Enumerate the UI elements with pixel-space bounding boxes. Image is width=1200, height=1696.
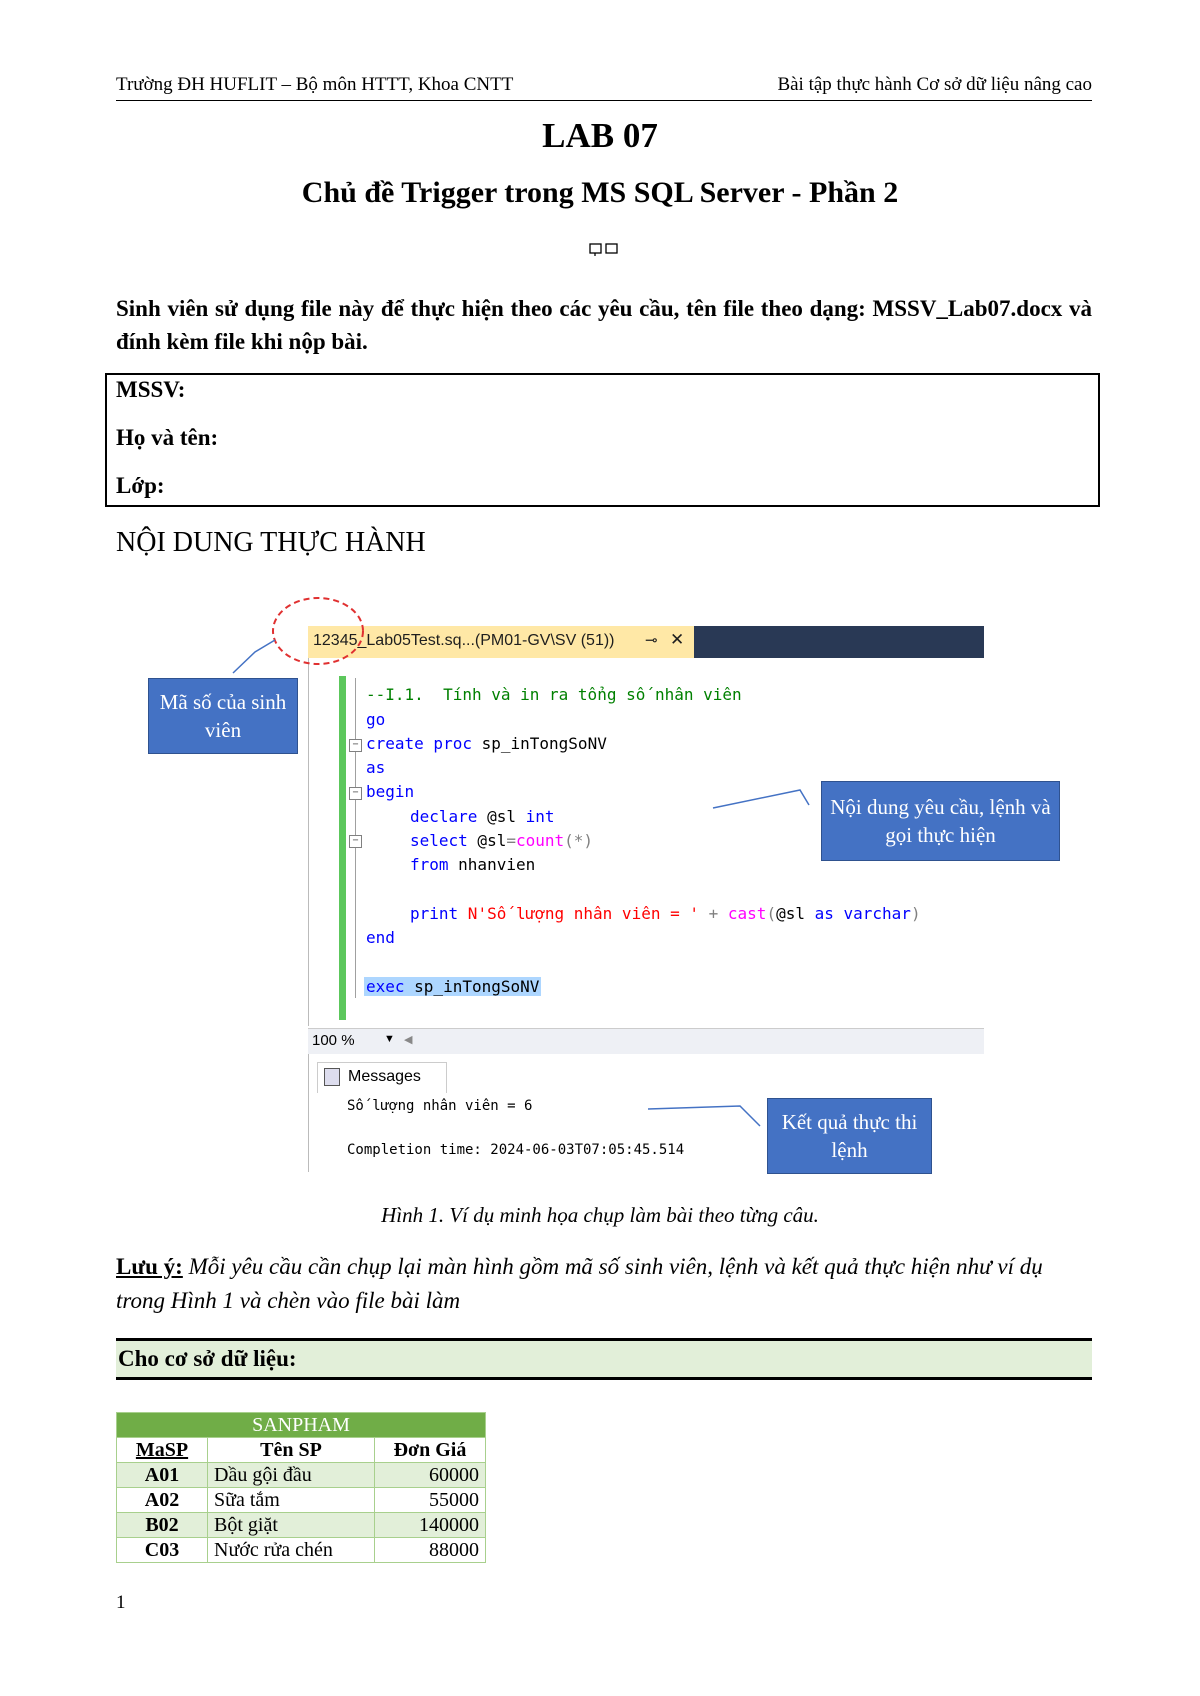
message-output: Số lượng nhân viên = 6 [347, 1098, 533, 1114]
db-heading: Cho cơ sở dữ liệu: [116, 1338, 1092, 1380]
code-line: --I.1. Tính và in ra tổng số nhân viên [366, 685, 742, 704]
completion-time: Completion time: 2024-06-03T07:05:45.514 [347, 1142, 685, 1158]
code-line: print N'Số lượng nhân viên = ' + cast(@sl as varchar) [410, 904, 921, 923]
highlight-circle [273, 598, 363, 664]
code-line: declare @sl int [410, 807, 555, 826]
chevron-left-icon: ◀ [404, 1034, 413, 1046]
callout-student-id: Mã số của sinh viên [148, 678, 298, 754]
fold-toggle-icon: − [349, 787, 362, 800]
code-line: select @sl=count(*) [410, 831, 594, 850]
note-paragraph [116, 1250, 1092, 1318]
table-row: C03 Nước rửa chén 88000 [117, 1538, 486, 1563]
mssv-field: MSSV: [116, 377, 186, 402]
figure-caption: Hình 1. Ví dụ minh họa chụp làm bài theo từng câu. [381, 1203, 819, 1227]
page-number: 1 [116, 1592, 126, 1613]
code-line-selected: exec sp_inTongSoNV [366, 977, 540, 996]
table-row: B02 Bột giặt 140000 [117, 1513, 486, 1538]
column-header: MaSP [117, 1438, 208, 1463]
code-line: end [366, 928, 395, 947]
table-row: A02 Sữa tắm 55000 [117, 1488, 486, 1513]
table-row: A01 Dầu gội đầu 60000 [117, 1463, 486, 1488]
intro-text: Sinh viên sử dụng file này để thực hiện theo các yêu cầu, tên file theo dạng: MSSV_Lab07.docx và đính kèm file khi nộp bài. [116, 296, 1092, 354]
note-text: Mỗi yêu cầu cần chụp lại màn hình gồm mã số sinh viên, lệnh và kết quả thực hiện như ví dụ trong Hình 1 và chèn vào file bài làm [116, 1254, 1043, 1313]
class-field: Lớp: [116, 473, 165, 498]
name-field: Họ và tên: [116, 425, 219, 450]
note-label: Lưu ý: [116, 1254, 183, 1279]
sanpham-table [116, 1412, 486, 1563]
page-subtitle: Chủ đề Trigger trong MS SQL Server - Phần 2 [301, 176, 899, 209]
code-line: create proc sp_inTongSoNV [366, 734, 607, 753]
connector-line [233, 640, 275, 673]
fold-toggle-icon: − [349, 739, 362, 752]
messages-tab: Messages [317, 1062, 447, 1093]
table-name: SANPHAM [117, 1413, 486, 1438]
zoom-level: 100 % [312, 1032, 355, 1049]
code-line: go [366, 710, 386, 729]
column-header: Tên SP [208, 1438, 375, 1463]
header-right: Bài tập thực hành Cơ sở dữ liệu nâng cao [777, 74, 1092, 95]
connector-line [713, 790, 809, 808]
header-left: Trường ĐH HUFLIT – Bộ môn HTTT, Khoa CNTT [116, 74, 514, 95]
query-tab-title: 12345_Lab05Test.sq...(PM01-GV\SV (51)) [313, 632, 615, 649]
code-line: begin [366, 782, 415, 801]
column-header: Đơn Giá [375, 1438, 486, 1463]
fold-toggle-icon: − [349, 835, 362, 848]
code-line: as [366, 758, 386, 777]
pin-icon: ⊸ [645, 632, 658, 649]
callout-requirement: Nội dung yêu cầu, lệnh và gọi thực hiện [821, 781, 1060, 861]
code-line: from nhanvien [410, 855, 536, 874]
section-title: NỘI DUNG THỰC HÀNH [116, 527, 426, 558]
callout-result: Kết quả thực thi lệnh [767, 1098, 932, 1174]
page-title: LAB 07 [542, 116, 658, 155]
chevron-down-icon: ▼ [384, 1033, 395, 1045]
close-icon: ✕ [670, 630, 685, 649]
connector-line [648, 1106, 760, 1126]
